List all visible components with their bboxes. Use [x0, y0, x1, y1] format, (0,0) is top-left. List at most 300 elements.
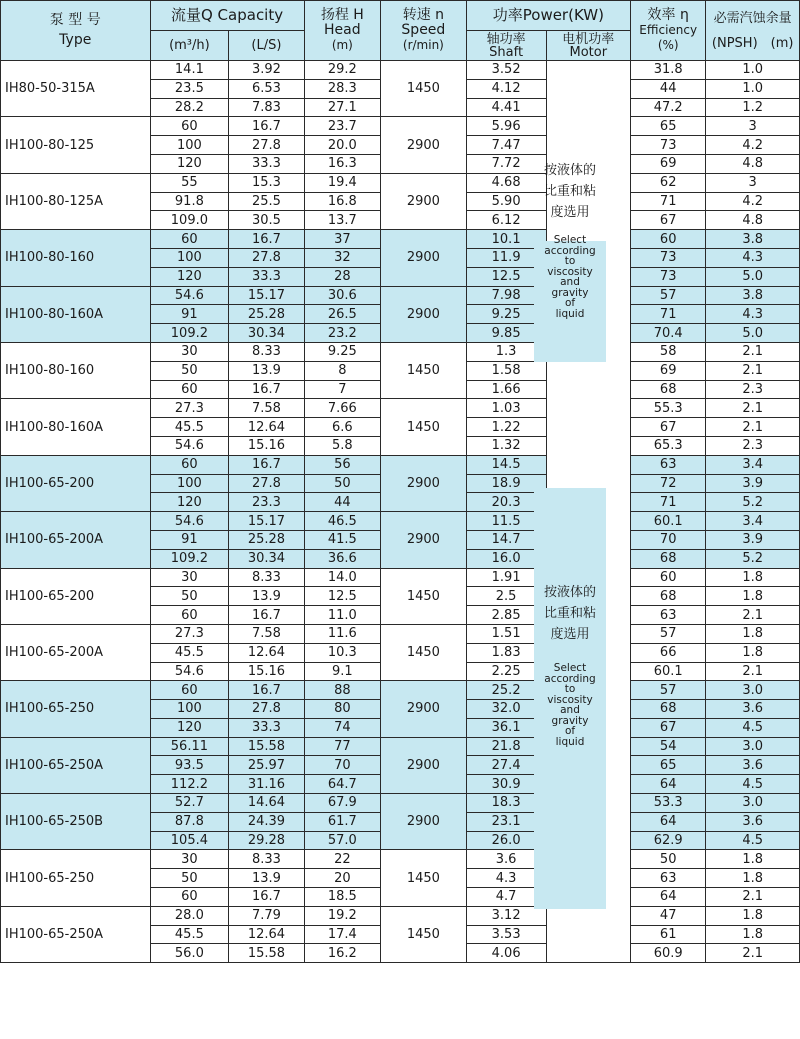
head-cell: 23.7: [304, 117, 380, 136]
efficiency-cell: 54: [631, 737, 706, 756]
efficiency-cell: 69: [631, 361, 706, 380]
npsh-cell: 2.1: [706, 418, 800, 437]
head-cell: 7.66: [304, 399, 380, 418]
head-cell: 14.0: [304, 568, 380, 587]
shaft-power-cell: 1.58: [466, 361, 546, 380]
efficiency-cell: 44: [631, 79, 706, 98]
table-row: [1, 117, 800, 136]
efficiency-cell: 73: [631, 248, 706, 267]
pump-type-cell: IH100-80-160: [1, 342, 151, 398]
capacity-ls-cell: 6.53: [229, 79, 304, 98]
motor-note-en-block: [534, 663, 606, 747]
capacity-m3h-cell: 100: [150, 474, 229, 493]
efficiency-cell: 60.9: [631, 944, 706, 963]
table-row: [1, 737, 800, 756]
speed-cell: 2900: [381, 681, 467, 737]
capacity-ls-cell: 31.16: [229, 775, 304, 794]
shaft-power-cell: 4.7: [466, 888, 546, 907]
efficiency-header: [631, 1, 706, 61]
capacity-m3h-cell: 50: [150, 361, 229, 380]
capacity-ls-cell: 7.83: [229, 98, 304, 117]
npsh-cell: 4.8: [706, 211, 800, 230]
speed-header-cn: 转速 n: [402, 7, 445, 23]
capacity-m3h-cell: 60: [150, 888, 229, 907]
capacity-ls-cell: 16.7: [229, 888, 304, 907]
head-header: [304, 1, 380, 61]
head-cell: 44: [304, 493, 380, 512]
speed-cell: 1450: [381, 399, 467, 455]
shaft-power-cell: 1.83: [466, 643, 546, 662]
head-cell: 37: [304, 230, 380, 249]
npsh-cell: 2.3: [706, 380, 800, 399]
efficiency-cell: 72: [631, 474, 706, 493]
shaft-power-cell: 25.2: [466, 681, 546, 700]
npsh-cell: 3.9: [706, 474, 800, 493]
pump-type-cell: IH100-65-200: [1, 568, 151, 624]
capacity-ls-cell: 33.3: [229, 154, 304, 173]
npsh-cell: 2.1: [706, 342, 800, 361]
efficiency-cell: 60: [631, 230, 706, 249]
head-cell: 77: [304, 737, 380, 756]
shaft-power-cell: 3.6: [466, 850, 546, 869]
motor-note-en-line: and: [560, 276, 580, 288]
efficiency-header-en: Efficiency: [639, 23, 698, 37]
capacity-ls-cell: 16.7: [229, 117, 304, 136]
capacity-ls-cell: 24.39: [229, 812, 304, 831]
head-cell: 16.8: [304, 192, 380, 211]
efficiency-cell: 60: [631, 568, 706, 587]
npsh-cell: 5.2: [706, 493, 800, 512]
shaft-power-cell: 1.22: [466, 418, 546, 437]
npsh-cell: 3.4: [706, 512, 800, 531]
npsh-cell: 1.8: [706, 624, 800, 643]
capacity-m3h-cell: 54.6: [150, 286, 229, 305]
capacity-ls-cell: 25.28: [229, 530, 304, 549]
npsh-cell: 3.9: [706, 530, 800, 549]
shaft-power-cell: 18.3: [466, 794, 546, 813]
efficiency-cell: 66: [631, 643, 706, 662]
shaft-power-cell: 3.53: [466, 925, 546, 944]
capacity-m3h-cell: 27.3: [150, 399, 229, 418]
capacity-m3h-cell: 120: [150, 718, 229, 737]
efficiency-cell: 60.1: [631, 662, 706, 681]
shaft-power-header: [466, 31, 546, 61]
npsh-cell: 1.8: [706, 869, 800, 888]
capacity-m3h-cell: 91: [150, 305, 229, 324]
capacity-ls-cell: 8.33: [229, 342, 304, 361]
npsh-cell: 2.1: [706, 606, 800, 625]
head-cell: 88: [304, 681, 380, 700]
shaft-power-cell: 7.98: [466, 286, 546, 305]
head-cell: 12.5: [304, 587, 380, 606]
npsh-cell: 5.0: [706, 324, 800, 343]
head-cell: 18.5: [304, 888, 380, 907]
capacity-ls-cell: 13.9: [229, 361, 304, 380]
head-cell: 61.7: [304, 812, 380, 831]
capacity-m3h-cell: 50: [150, 869, 229, 888]
capacity-m3h-cell: 50: [150, 587, 229, 606]
head-cell: 19.4: [304, 173, 380, 192]
head-cell: 28.3: [304, 79, 380, 98]
efficiency-cell: 67: [631, 718, 706, 737]
npsh-cell: 4.3: [706, 305, 800, 324]
npsh-cell: 1.8: [706, 850, 800, 869]
motor-selection-note: [534, 582, 606, 747]
capacity-m3h-cell: 105.4: [150, 831, 229, 850]
shaft-power-cell: 4.3: [466, 869, 546, 888]
speed-cell: 1450: [381, 342, 467, 398]
capacity-m3h-cell: 109.0: [150, 211, 229, 230]
motor-selection-note: [534, 160, 606, 319]
head-cell: 6.6: [304, 418, 380, 437]
capacity-m3h-cell: 109.2: [150, 324, 229, 343]
speed-cell: 2900: [381, 737, 467, 793]
head-cell: 32: [304, 248, 380, 267]
motor-note-en-line: gravity: [551, 714, 589, 727]
motor-note-en-line: liquid: [555, 307, 585, 320]
capacity-ls-cell: 13.9: [229, 869, 304, 888]
efficiency-cell: 65: [631, 756, 706, 775]
speed-cell: 2900: [381, 173, 467, 229]
head-cell: 22: [304, 850, 380, 869]
motor-note-en-line: and: [560, 704, 580, 716]
pump-type-cell: IH80-50-315A: [1, 61, 151, 117]
motor-note-en-line: of: [564, 297, 576, 309]
table-row: [1, 455, 800, 474]
shaft-power-cell: 7.72: [466, 154, 546, 173]
head-cell: 20: [304, 869, 380, 888]
npsh-cell: 2.1: [706, 399, 800, 418]
shaft-power-cell: 1.91: [466, 568, 546, 587]
capacity-m3h-cell: 55: [150, 173, 229, 192]
capacity-m3h-cell: 60: [150, 681, 229, 700]
head-cell: 16.2: [304, 944, 380, 963]
motor-power-cn: 电机功率: [562, 31, 615, 47]
pump-type-cell: IH100-65-250A: [1, 737, 151, 793]
npsh-cell: 1.0: [706, 61, 800, 80]
capacity-ls-cell: 16.7: [229, 380, 304, 399]
head-cell: 28: [304, 267, 380, 286]
speed-cell: 2900: [381, 230, 467, 286]
shaft-power-en: Shaft: [489, 44, 524, 60]
npsh-header-unit: (NPSH) (m): [711, 35, 794, 51]
capacity-m3h-cell: 60: [150, 380, 229, 399]
head-cell: 11.0: [304, 606, 380, 625]
efficiency-cell: 53.3: [631, 794, 706, 813]
motor-note-cn-line: 比重和粘: [543, 184, 596, 199]
speed-cell: 1450: [381, 568, 467, 624]
capacity-m3h-cell: 14.1: [150, 61, 229, 80]
motor-note-en-line: liquid: [555, 735, 585, 748]
efficiency-cell: 68: [631, 549, 706, 568]
motor-power-header: [546, 31, 630, 61]
capacity-m3h-cell: 27.3: [150, 624, 229, 643]
capacity-ls-cell: 7.79: [229, 906, 304, 925]
capacity-ls-cell: 8.33: [229, 850, 304, 869]
motor-note-cn-line: 按液体的: [543, 163, 596, 178]
table-row: [1, 568, 800, 587]
table-row: [1, 399, 800, 418]
head-cell: 5.8: [304, 436, 380, 455]
npsh-cell: 4.5: [706, 718, 800, 737]
head-cell: 23.2: [304, 324, 380, 343]
efficiency-cell: 64: [631, 812, 706, 831]
efficiency-cell: 47: [631, 906, 706, 925]
table-row: [1, 173, 800, 192]
shaft-power-cell: 3.52: [466, 61, 546, 80]
table-row: [1, 624, 800, 643]
capacity-ls-cell: 15.16: [229, 662, 304, 681]
shaft-power-cell: 4.68: [466, 173, 546, 192]
npsh-cell: 3.8: [706, 286, 800, 305]
efficiency-cell: 67: [631, 211, 706, 230]
speed-cell: 2900: [381, 455, 467, 511]
capacity-m3h-cell: 28.0: [150, 906, 229, 925]
capacity-header: 流量Q Capacity: [150, 1, 304, 31]
capacity-ls-cell: 3.92: [229, 61, 304, 80]
speed-cell: 1450: [381, 61, 467, 117]
npsh-cell: 3.6: [706, 700, 800, 719]
pump-type-cell: IH100-65-250B: [1, 794, 151, 850]
npsh-cell: 2.1: [706, 361, 800, 380]
table-body: [1, 61, 800, 963]
head-cell: 70: [304, 756, 380, 775]
capacity-m3h-header: (m³/h): [150, 31, 229, 61]
efficiency-cell: 31.8: [631, 61, 706, 80]
npsh-cell: 2.3: [706, 436, 800, 455]
shaft-power-cell: 14.7: [466, 530, 546, 549]
capacity-m3h-cell: 120: [150, 154, 229, 173]
efficiency-cell: 64: [631, 888, 706, 907]
capacity-m3h-cell: 56.11: [150, 737, 229, 756]
capacity-ls-cell: 15.58: [229, 944, 304, 963]
shaft-power-cell: 6.12: [466, 211, 546, 230]
npsh-cell: 1.8: [706, 925, 800, 944]
motor-note-cn-line: 比重和粘: [543, 606, 596, 621]
table-header: [1, 1, 800, 61]
capacity-m3h-cell: 120: [150, 267, 229, 286]
pump-type-cell: IH100-65-200A: [1, 512, 151, 568]
npsh-cell: 3.6: [706, 812, 800, 831]
shaft-power-cell: 1.66: [466, 380, 546, 399]
npsh-cell: 3: [706, 117, 800, 136]
capacity-ls-cell: 14.64: [229, 794, 304, 813]
capacity-ls-cell: 27.8: [229, 248, 304, 267]
capacity-m3h-cell: 112.2: [150, 775, 229, 794]
capacity-m3h-cell: 45.5: [150, 643, 229, 662]
speed-cell: 2900: [381, 286, 467, 342]
efficiency-cell: 68: [631, 587, 706, 606]
power-header: 功率Power(KW): [466, 1, 630, 31]
npsh-cell: 5.2: [706, 549, 800, 568]
motor-note-en-line: Select: [553, 234, 587, 246]
speed-cell: 2900: [381, 512, 467, 568]
capacity-ls-cell: 25.97: [229, 756, 304, 775]
head-cell: 9.1: [304, 662, 380, 681]
efficiency-cell: 71: [631, 305, 706, 324]
efficiency-cell: 61: [631, 925, 706, 944]
shaft-power-cell: 7.47: [466, 136, 546, 155]
shaft-power-cell: 21.8: [466, 737, 546, 756]
shaft-power-cell: 9.85: [466, 324, 546, 343]
efficiency-cell: 63: [631, 869, 706, 888]
motor-note-en-line: according: [544, 672, 596, 685]
motor-note-en-line: to: [564, 683, 576, 695]
shaft-power-cell: 26.0: [466, 831, 546, 850]
head-cell: 11.6: [304, 624, 380, 643]
capacity-ls-cell: 7.58: [229, 624, 304, 643]
efficiency-cell: 50: [631, 850, 706, 869]
pump-type-cell: IH100-65-250: [1, 850, 151, 906]
shaft-power-cell: 14.5: [466, 455, 546, 474]
efficiency-cell: 71: [631, 493, 706, 512]
capacity-m3h-cell: 56.0: [150, 944, 229, 963]
head-cell: 46.5: [304, 512, 380, 531]
capacity-ls-cell: 12.64: [229, 925, 304, 944]
npsh-cell: 2.1: [706, 888, 800, 907]
capacity-ls-cell: 16.7: [229, 230, 304, 249]
head-cell: 67.9: [304, 794, 380, 813]
capacity-ls-cell: 27.8: [229, 474, 304, 493]
motor-power-en: Motor: [569, 44, 608, 60]
capacity-ls-cell: 13.9: [229, 587, 304, 606]
motor-note-cn-line: 度选用: [550, 627, 590, 642]
efficiency-cell: 57: [631, 681, 706, 700]
efficiency-cell: 62.9: [631, 831, 706, 850]
shaft-power-cell: 36.1: [466, 718, 546, 737]
head-cell: 29.2: [304, 61, 380, 80]
efficiency-cell: 68: [631, 380, 706, 399]
npsh-cell: 3.6: [706, 756, 800, 775]
head-cell: 27.1: [304, 98, 380, 117]
type-header-en: Type: [59, 32, 92, 48]
head-cell: 9.25: [304, 342, 380, 361]
head-cell: 50: [304, 474, 380, 493]
capacity-ls-cell: 8.33: [229, 568, 304, 587]
npsh-cell: 1.0: [706, 79, 800, 98]
capacity-m3h-cell: 91.8: [150, 192, 229, 211]
shaft-power-cell: 11.9: [466, 248, 546, 267]
head-cell: 80: [304, 700, 380, 719]
shaft-power-cell: 20.3: [466, 493, 546, 512]
capacity-m3h-cell: 109.2: [150, 549, 229, 568]
head-cell: 13.7: [304, 211, 380, 230]
capacity-m3h-cell: 54.6: [150, 662, 229, 681]
capacity-m3h-cell: 100: [150, 700, 229, 719]
efficiency-cell: 65.3: [631, 436, 706, 455]
motor-note-en-line: gravity: [551, 286, 589, 299]
npsh-cell: 4.2: [706, 192, 800, 211]
head-cell: 10.3: [304, 643, 380, 662]
speed-header: [381, 1, 467, 61]
efficiency-cell: 60.1: [631, 512, 706, 531]
efficiency-header-unit: (%): [657, 38, 679, 52]
capacity-m3h-cell: 120: [150, 493, 229, 512]
speed-cell: 2900: [381, 117, 467, 173]
capacity-ls-cell: 30.34: [229, 324, 304, 343]
shaft-power-cell: 5.96: [466, 117, 546, 136]
speed-cell: 1450: [381, 850, 467, 906]
npsh-cell: 3.4: [706, 455, 800, 474]
shaft-power-cell: 9.25: [466, 305, 546, 324]
capacity-m3h-cell: 54.6: [150, 512, 229, 531]
table-row: [1, 906, 800, 925]
efficiency-cell: 69: [631, 154, 706, 173]
table-row: [1, 681, 800, 700]
head-header-cn: 扬程 H: [320, 7, 364, 23]
motor-note-en-block: [534, 235, 606, 319]
shaft-power-cell: 5.90: [466, 192, 546, 211]
npsh-cell: 4.2: [706, 136, 800, 155]
pump-type-cell: IH100-65-200: [1, 455, 151, 511]
shaft-power-cn: 轴功率: [486, 31, 526, 47]
shaft-power-cell: 4.06: [466, 944, 546, 963]
npsh-cell: 3.0: [706, 737, 800, 756]
npsh-cell: 1.8: [706, 587, 800, 606]
shaft-power-cell: 1.32: [466, 436, 546, 455]
pump-type-cell: IH100-80-125A: [1, 173, 151, 229]
head-cell: 7: [304, 380, 380, 399]
head-cell: 8: [304, 361, 380, 380]
capacity-m3h-cell: 45.5: [150, 925, 229, 944]
shaft-power-cell: 2.25: [466, 662, 546, 681]
capacity-m3h-cell: 23.5: [150, 79, 229, 98]
head-cell: 19.2: [304, 906, 380, 925]
npsh-cell: 2.1: [706, 944, 800, 963]
efficiency-cell: 55.3: [631, 399, 706, 418]
efficiency-cell: 64: [631, 775, 706, 794]
capacity-m3h-cell: 91: [150, 530, 229, 549]
head-cell: 17.4: [304, 925, 380, 944]
npsh-cell: 1.8: [706, 643, 800, 662]
capacity-m3h-cell: 45.5: [150, 418, 229, 437]
motor-note-en-line: Select: [553, 662, 587, 674]
capacity-m3h-cell: 93.5: [150, 756, 229, 775]
capacity-ls-cell: 25.28: [229, 305, 304, 324]
shaft-power-cell: 10.1: [466, 230, 546, 249]
efficiency-cell: 73: [631, 267, 706, 286]
type-header: [1, 1, 151, 61]
capacity-m3h-cell: 30: [150, 568, 229, 587]
table-row: [1, 512, 800, 531]
capacity-m3h-cell: 60: [150, 117, 229, 136]
capacity-ls-cell: 25.5: [229, 192, 304, 211]
capacity-ls-cell: 30.5: [229, 211, 304, 230]
shaft-power-cell: 32.0: [466, 700, 546, 719]
capacity-ls-cell: 27.8: [229, 136, 304, 155]
shaft-power-cell: 27.4: [466, 756, 546, 775]
capacity-ls-cell: 15.58: [229, 737, 304, 756]
table-row: [1, 850, 800, 869]
npsh-cell: 3.0: [706, 794, 800, 813]
table-row: [1, 794, 800, 813]
pump-type-cell: IH100-65-200A: [1, 624, 151, 680]
shaft-power-cell: 30.9: [466, 775, 546, 794]
capacity-ls-cell: 33.3: [229, 267, 304, 286]
capacity-ls-cell: 23.3: [229, 493, 304, 512]
speed-cell: 2900: [381, 794, 467, 850]
efficiency-cell: 58: [631, 342, 706, 361]
efficiency-cell: 71: [631, 192, 706, 211]
efficiency-cell: 65: [631, 117, 706, 136]
shaft-power-cell: 12.5: [466, 267, 546, 286]
pump-type-cell: IH100-80-160A: [1, 399, 151, 455]
speed-cell: 1450: [381, 906, 467, 962]
efficiency-cell: 47.2: [631, 98, 706, 117]
motor-note-en-line: of: [564, 725, 576, 737]
capacity-ls-cell: 30.34: [229, 549, 304, 568]
capacity-ls-cell: 33.3: [229, 718, 304, 737]
